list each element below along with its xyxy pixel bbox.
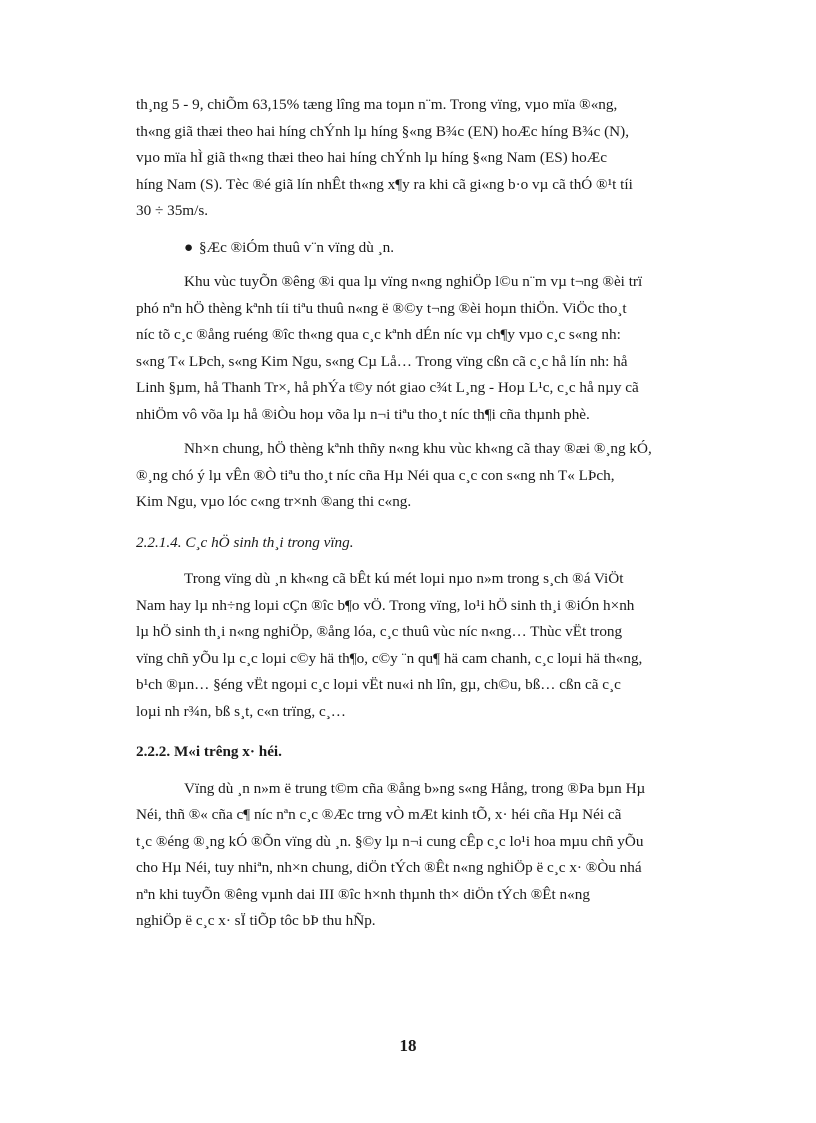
text-line: th«ng giã thæi theo hai híng chÝnh lµ híng §«ng B¾c (EN) hoÆc híng B¾c (N), <box>136 122 630 140</box>
paragraph-canals <box>136 436 766 516</box>
text-line: nhiÖm vô võa lµ hå ®iÒu hoµ võa lµ n¬i tiªu tho¸t níc th¶i cña thµnh phè. <box>136 405 590 423</box>
section-heading-social: 2.2.2. M«i trêng x· héi. <box>136 743 282 760</box>
text-line: híng Nam (S). Tèc ®é giã lín nhÊt th«ng x¶y ra khi cã gi«ng b·o vµ cã thÓ ®¹t tíi <box>136 175 633 193</box>
text-line: th¸ng 5 - 9, chiÕm 63,15% tæng lîng ma toµn n¨m. Trong vïng, vµo mïa ®«ng, <box>136 96 618 113</box>
text-line: ®¸ng chó ý lµ vÊn ®Ò tiªu tho¸t níc cña Hµ Néi qua c¸c con s«ng nh T« LÞch, <box>136 466 615 484</box>
text-line: lµ hÖ sinh th¸i n«ng nghiÖp, ®ång lóa, c¸c thuû vùc níc n«ng… Thùc vËt trong <box>136 623 623 640</box>
text-line: 30 ÷ 35m/s. <box>136 202 209 219</box>
text-line: phó nªn hÖ thèng kªnh tíi tiªu thuû n«ng ë ®©y t¬ng ®èi hoµn thiÖn. ViÖc tho¸t <box>136 299 627 317</box>
text-line: Khu vùc tuyÕn ®êng ®i qua lµ vïng n«ng nghiÖp l©u n¨m vµ t¬ng ®èi trï <box>184 273 643 290</box>
text-line: níc tõ c¸c ®ång ruéng ®îc th«ng qua c¸c kªnh dÉn níc vµ ch¶y vµo c¸c s«ng nh: <box>136 326 621 343</box>
bullet-text: §Æc ®iÓm thuû v¨n vïng dù ¸n. <box>198 238 395 256</box>
text-line: cho Hµ Néi, tuy nhiªn, nh×n chung, diÖn tÝch ®Êt n«ng nghiÖp ë c¸c x· ®Òu nhá <box>136 859 642 876</box>
text-line: Nam hay lµ nh÷ng loµi cÇn ®îc b¶o vÖ. Trong vïng, lo¹i hÖ sinh th¸i ®iÓn h×nh <box>136 596 635 614</box>
text-line: Nh×n chung, hÖ thèng kªnh thñy n«ng khu vùc kh«ng cã thay ®æi ®¸ng kÓ, <box>184 440 652 457</box>
text-line: nªn khi tuyÕn ®êng vµnh dai III ®îc h×nh thµnh th× diÖn tÝch ®Êt n«ng <box>136 885 590 903</box>
text-line: s«ng T« LÞch, s«ng Kim Ngu, s«ng Cµ Lå… Trong vïng cßn cã c¸c hå lín nh: hå <box>136 352 628 370</box>
text-line: nghiÖp ë c¸c x· sÏ tiÕp tôc bÞ thu hÑp. <box>136 912 376 929</box>
paragraph-ecosystems <box>136 566 766 725</box>
text-line: vïng chñ yÕu lµ c¸c loµi c©y hä th¶o, c©y ¨n qu¶ hä cam chanh, c¸c loµi hä th«ng, <box>136 649 643 667</box>
paragraph-hydrology <box>136 269 766 428</box>
bullet-hydrology <box>184 235 766 262</box>
text-line: Vïng dù ¸n n»m ë trung t©m cña ®ång b»ng s«ng Hång, trong ®Þa bµn Hµ <box>184 779 646 797</box>
text-line: t¸c ®éng ®¸ng kÓ ®Õn vïng dù ¸n. §©y lµ n¬i cung cÊp c¸c lo¹i hoa mµu chñ yÕu <box>136 832 644 850</box>
text-line: Kim Ngu, vµo lóc c«ng tr×nh ®ang thi c«ng. <box>136 493 412 510</box>
text-line: vµo mïa hÌ giã th«ng thæi theo hai híng chÝnh lµ híng §«ng Nam (ES) hoÆc <box>136 149 607 166</box>
page-body <box>136 92 766 943</box>
text-line: Trong vïng dù ¸n kh«ng cã bÊt kú mét loµi nµo n»m trong s¸ch ®á ViÖt <box>184 570 624 587</box>
text-line: loµi nh r¾n, bß s¸t, c«n trïng, c¸… <box>136 702 346 720</box>
bullet-dot-icon: ● <box>184 238 194 256</box>
text-line: Linh §µm, hå Thanh Tr×, hå phÝa t©y nót giao c¾t L¸ng - Hoµ L¹c, c¸c hå nµy cã <box>136 379 639 396</box>
text-line: b¹ch ®µn… §éng vËt ngoµi c¸c loµi vËt nu«i nh lîn, gµ, ch©u, bß… cßn cã c¸c <box>136 676 621 693</box>
section-heading-ecosystems: 2.2.1.4. C¸c hÖ sinh th¸i trong vïng. <box>136 533 354 551</box>
page-number: 18 <box>399 1036 417 1055</box>
paragraph-climate-wind <box>136 92 766 225</box>
paragraph-social <box>136 776 766 935</box>
text-line: Néi, thñ ®« cña c¶ níc nªn c¸c ®Æc trng vÒ mÆt kinh tÕ, x· héi cña Hµ Néi cã <box>136 806 622 823</box>
